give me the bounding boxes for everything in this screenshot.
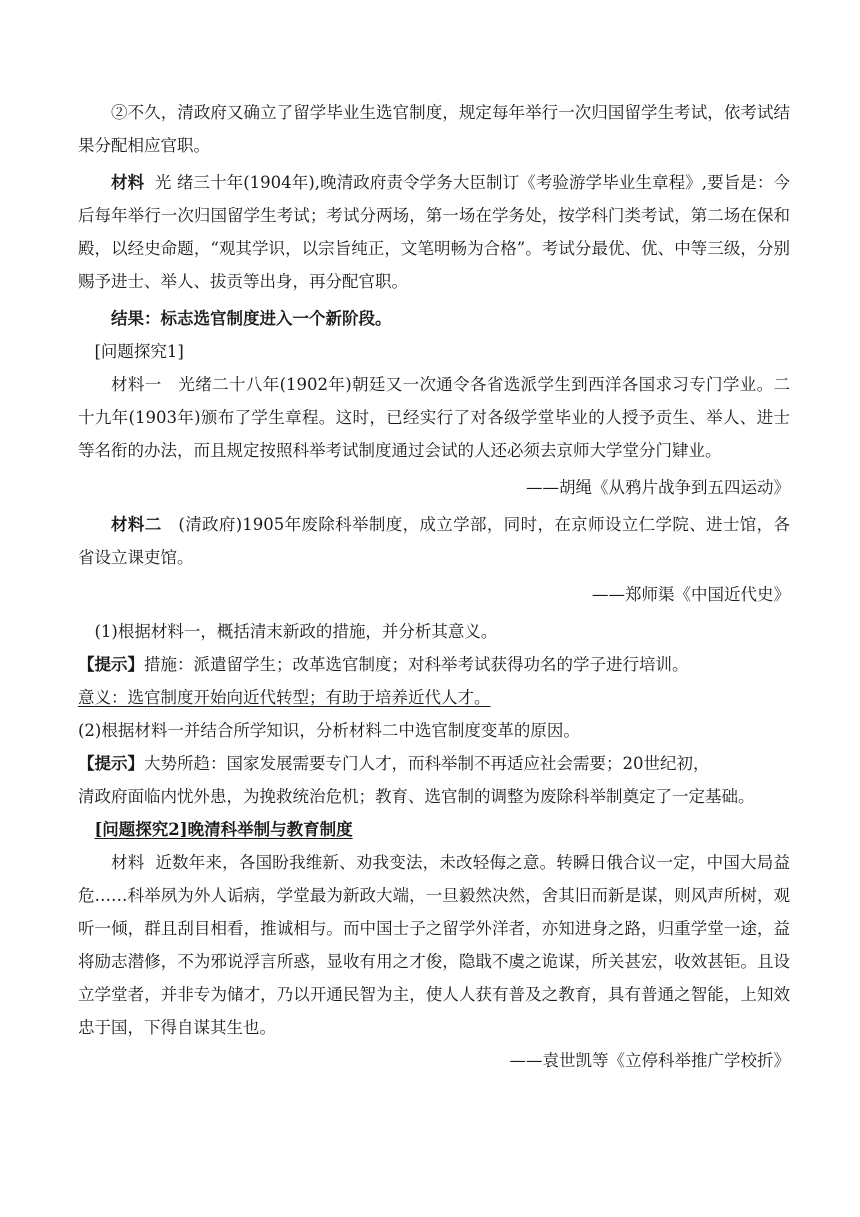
material-one-text: 光绪二十八年(1902年)朝廷又一次通令各省选派学生到西洋各国求习专门学业。二十九年(1903年)颁布了学生章程。这时，已经实行了对各级学堂毕业的人授予贡生、举人、进士等名衔的办法，而且规定按照科举考试制度通过会试的人还必须去京师大学堂分门肄业。 bbox=[78, 375, 790, 460]
inquiry-2-heading-line bbox=[78, 813, 790, 846]
question-2: (2)根据材料一并结合所学知识，分析材料二中选官制度变革的原因。 bbox=[78, 721, 580, 740]
material-one-label: 材料一 bbox=[111, 375, 162, 394]
inquiry-1-heading: [问题探究1] bbox=[94, 342, 184, 361]
result-line: 结果：标志选官制度进入一个新阶段。 bbox=[111, 309, 392, 328]
hint-1-text: 措施：派遣留学生；改革选官制度；对科举考试获得功名的学子进行培训。 bbox=[144, 655, 689, 674]
meaning-1-text: 意义：选官制度开始向近代转型；有助于培养近代人才。 bbox=[78, 688, 491, 707]
material-three-text: 近数年来，各国盼我维新、劝我变法，未改轻侮之意。转瞬日俄合议一定，中国大局益危……科举夙为外人诟病，学堂最为新政大端，一旦毅然决然，舍其旧而新是谋，则风声所树，观听一倾，群且刮目相看，推诚相与。而中国士子之留学外洋者，亦知进身之路，归重学堂一途，益将励志潜修，不为邪说浮言所惑，显收有用之才俊，隐戢不虞之诡谋，所关甚宏，收效甚钜。且设立学堂者，并非专为储才，乃以开通民智为主，使人人获有普及之教育，具有普通之智能，上知效忠于国，下得自谋其生也。 bbox=[78, 853, 790, 1037]
material-two-paragraph bbox=[78, 508, 790, 574]
meaning-1-line bbox=[78, 681, 790, 714]
material-three-source: ——袁世凯等《立停科举推广学校折》 bbox=[509, 1051, 790, 1070]
material-one-source: ——胡绳《从鸦片战争到五四运动》 bbox=[526, 478, 790, 497]
material-one-paragraph bbox=[78, 368, 790, 467]
hint-1-label: 【提示】 bbox=[78, 655, 144, 674]
material-three-label: 材料 bbox=[111, 853, 145, 872]
hint-2-continuation: 清政府面临内忧外患，为挽救统治危机；教育、选官制的调整为废除科举制奠定了一定基础。 bbox=[78, 787, 755, 806]
inquiry-2-heading: [问题探究2]晚清科举制与教育制度 bbox=[94, 820, 353, 839]
hint-1 bbox=[78, 648, 790, 681]
material-two-label: 材料二 bbox=[111, 515, 162, 534]
material-two-source: ——郑师渠《中国近代史》 bbox=[592, 585, 790, 604]
material-text: 光 绪三十年(1904年),晚清政府责令学务大臣制订《考验游学毕业生章程》,要旨是：今后每年举行一次归国留学生考试；考试分两场，第一场在学务处，按学科门类考试，第二场在保和殿，以经史命题，“观其学识，以宗旨纯正，文笔明畅为合格”。考试分最优、优、中等三级，分别赐予进士、举人、拔贡等出身，再分配官职。 bbox=[78, 173, 791, 291]
material-two-text: (清政府)1905年废除科举制度，成立学部，同时，在京师设立仁学院、进士馆，各省设立课吏馆。 bbox=[78, 515, 790, 567]
document-page bbox=[78, 96, 790, 1077]
material-label: 材料 bbox=[111, 173, 145, 192]
hint-2-label: 【提示】 bbox=[78, 754, 144, 773]
material-1904-paragraph bbox=[78, 166, 790, 298]
question-1: (1)根据材料一，概括清末新政的措施，并分析其意义。 bbox=[94, 622, 498, 641]
material-three-paragraph bbox=[78, 846, 790, 1044]
paragraph-exam-system: ②不久，清政府又确立了留学毕业生选官制度，规定每年举行一次归国留学生考试，依考试结果分配相应官职。 bbox=[78, 103, 790, 155]
hint-2-text: 大势所趋：国家发展需要专门人才，而科举制不再适应社会需要；20世纪初， bbox=[144, 754, 710, 773]
hint-2 bbox=[78, 747, 790, 780]
